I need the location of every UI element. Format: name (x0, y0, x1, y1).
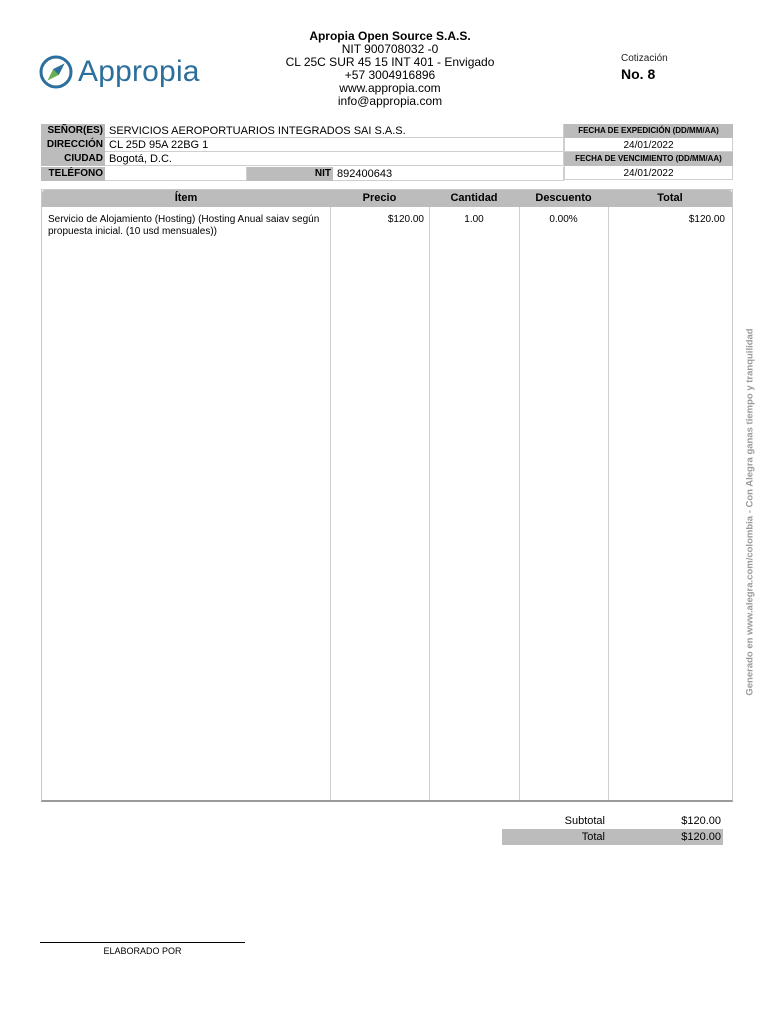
header-discount: Descuento (535, 192, 592, 204)
client-name-label: SEÑOR(ES) (41, 124, 105, 138)
total-value: $120.00 (681, 831, 721, 843)
logo-text: Appropia (78, 55, 200, 88)
subtotal-value: $120.00 (681, 815, 721, 827)
client-phone-row (41, 167, 564, 181)
company-logo (38, 52, 200, 92)
header-quantity: Cantidad (450, 192, 498, 204)
issue-date-value: 24/01/2022 (564, 138, 733, 152)
column-divider (330, 207, 331, 800)
totals-block (502, 813, 723, 845)
issue-date-label: FECHA DE EXPEDICIÓN (DD/MM/AA) (564, 124, 733, 138)
items-table (41, 189, 733, 802)
company-info (250, 30, 530, 108)
client-phone-label: TELÉFONO (41, 167, 105, 181)
quote-label: Cotización (621, 53, 668, 64)
client-nit: 892400643 (333, 167, 564, 181)
column-divider (608, 207, 609, 800)
company-nit: NIT 900708032 -0 (341, 42, 439, 56)
item-quantity: 1.00 (464, 214, 484, 225)
client-info (41, 124, 733, 182)
signature-label: ELABORADO POR (103, 946, 182, 956)
company-website: www.appropia.com (339, 81, 441, 95)
company-phone: +57 3004916896 (344, 68, 436, 82)
total-label: Total (581, 831, 605, 843)
company-address: CL 25C SUR 45 15 INT 401 - Envigado (285, 55, 495, 69)
item-price: $120.00 (387, 214, 424, 225)
signature-line (40, 942, 245, 956)
client-name-row (41, 124, 564, 138)
client-city: Bogotá, D.C. (105, 152, 564, 166)
header-total: Total (657, 192, 683, 204)
quote-number-block (621, 53, 668, 82)
due-date-label: FECHA DE VENCIMIENTO (DD/MM/AA) (564, 152, 733, 166)
item-discount: 0.00% (549, 214, 578, 225)
subtotal-row (502, 813, 723, 829)
company-email: info@appropia.com (337, 94, 443, 108)
items-table-header (42, 190, 732, 207)
client-name: SERVICIOS AEROPORTUARIOS INTEGRADOS SAI S.A.S. (105, 124, 564, 138)
client-phone (105, 167, 247, 181)
header-price: Precio (362, 192, 397, 204)
subtotal-label: Subtotal (564, 815, 605, 827)
quote-number: No. 8 (621, 66, 656, 82)
client-address-label: DIRECCIÓN (41, 138, 105, 152)
item-description: Servicio de Alojamiento (Hosting) (Hosting Anual saiav según propuesta inicial. (10 usd mensuales)) (48, 214, 320, 237)
compass-logo-icon (38, 54, 74, 90)
client-address: CL 25D 95A 22BG 1 (105, 138, 564, 152)
generated-by-footer: Generado en www.alegra.com/colombia - Con Alegra ganas tiempo y tranquilidad (744, 328, 756, 696)
header-item: Ítem (174, 192, 198, 204)
company-name: Apropia Open Source S.A.S. (309, 29, 471, 43)
client-city-label: CIUDAD (41, 152, 105, 166)
client-city-row (41, 152, 564, 166)
column-divider (429, 207, 430, 800)
total-row (502, 829, 723, 845)
column-divider (519, 207, 520, 800)
due-date-value: 24/01/2022 (564, 166, 733, 180)
client-nit-label: NIT (247, 167, 333, 181)
client-address-row (41, 138, 564, 152)
item-total: $120.00 (688, 214, 725, 225)
